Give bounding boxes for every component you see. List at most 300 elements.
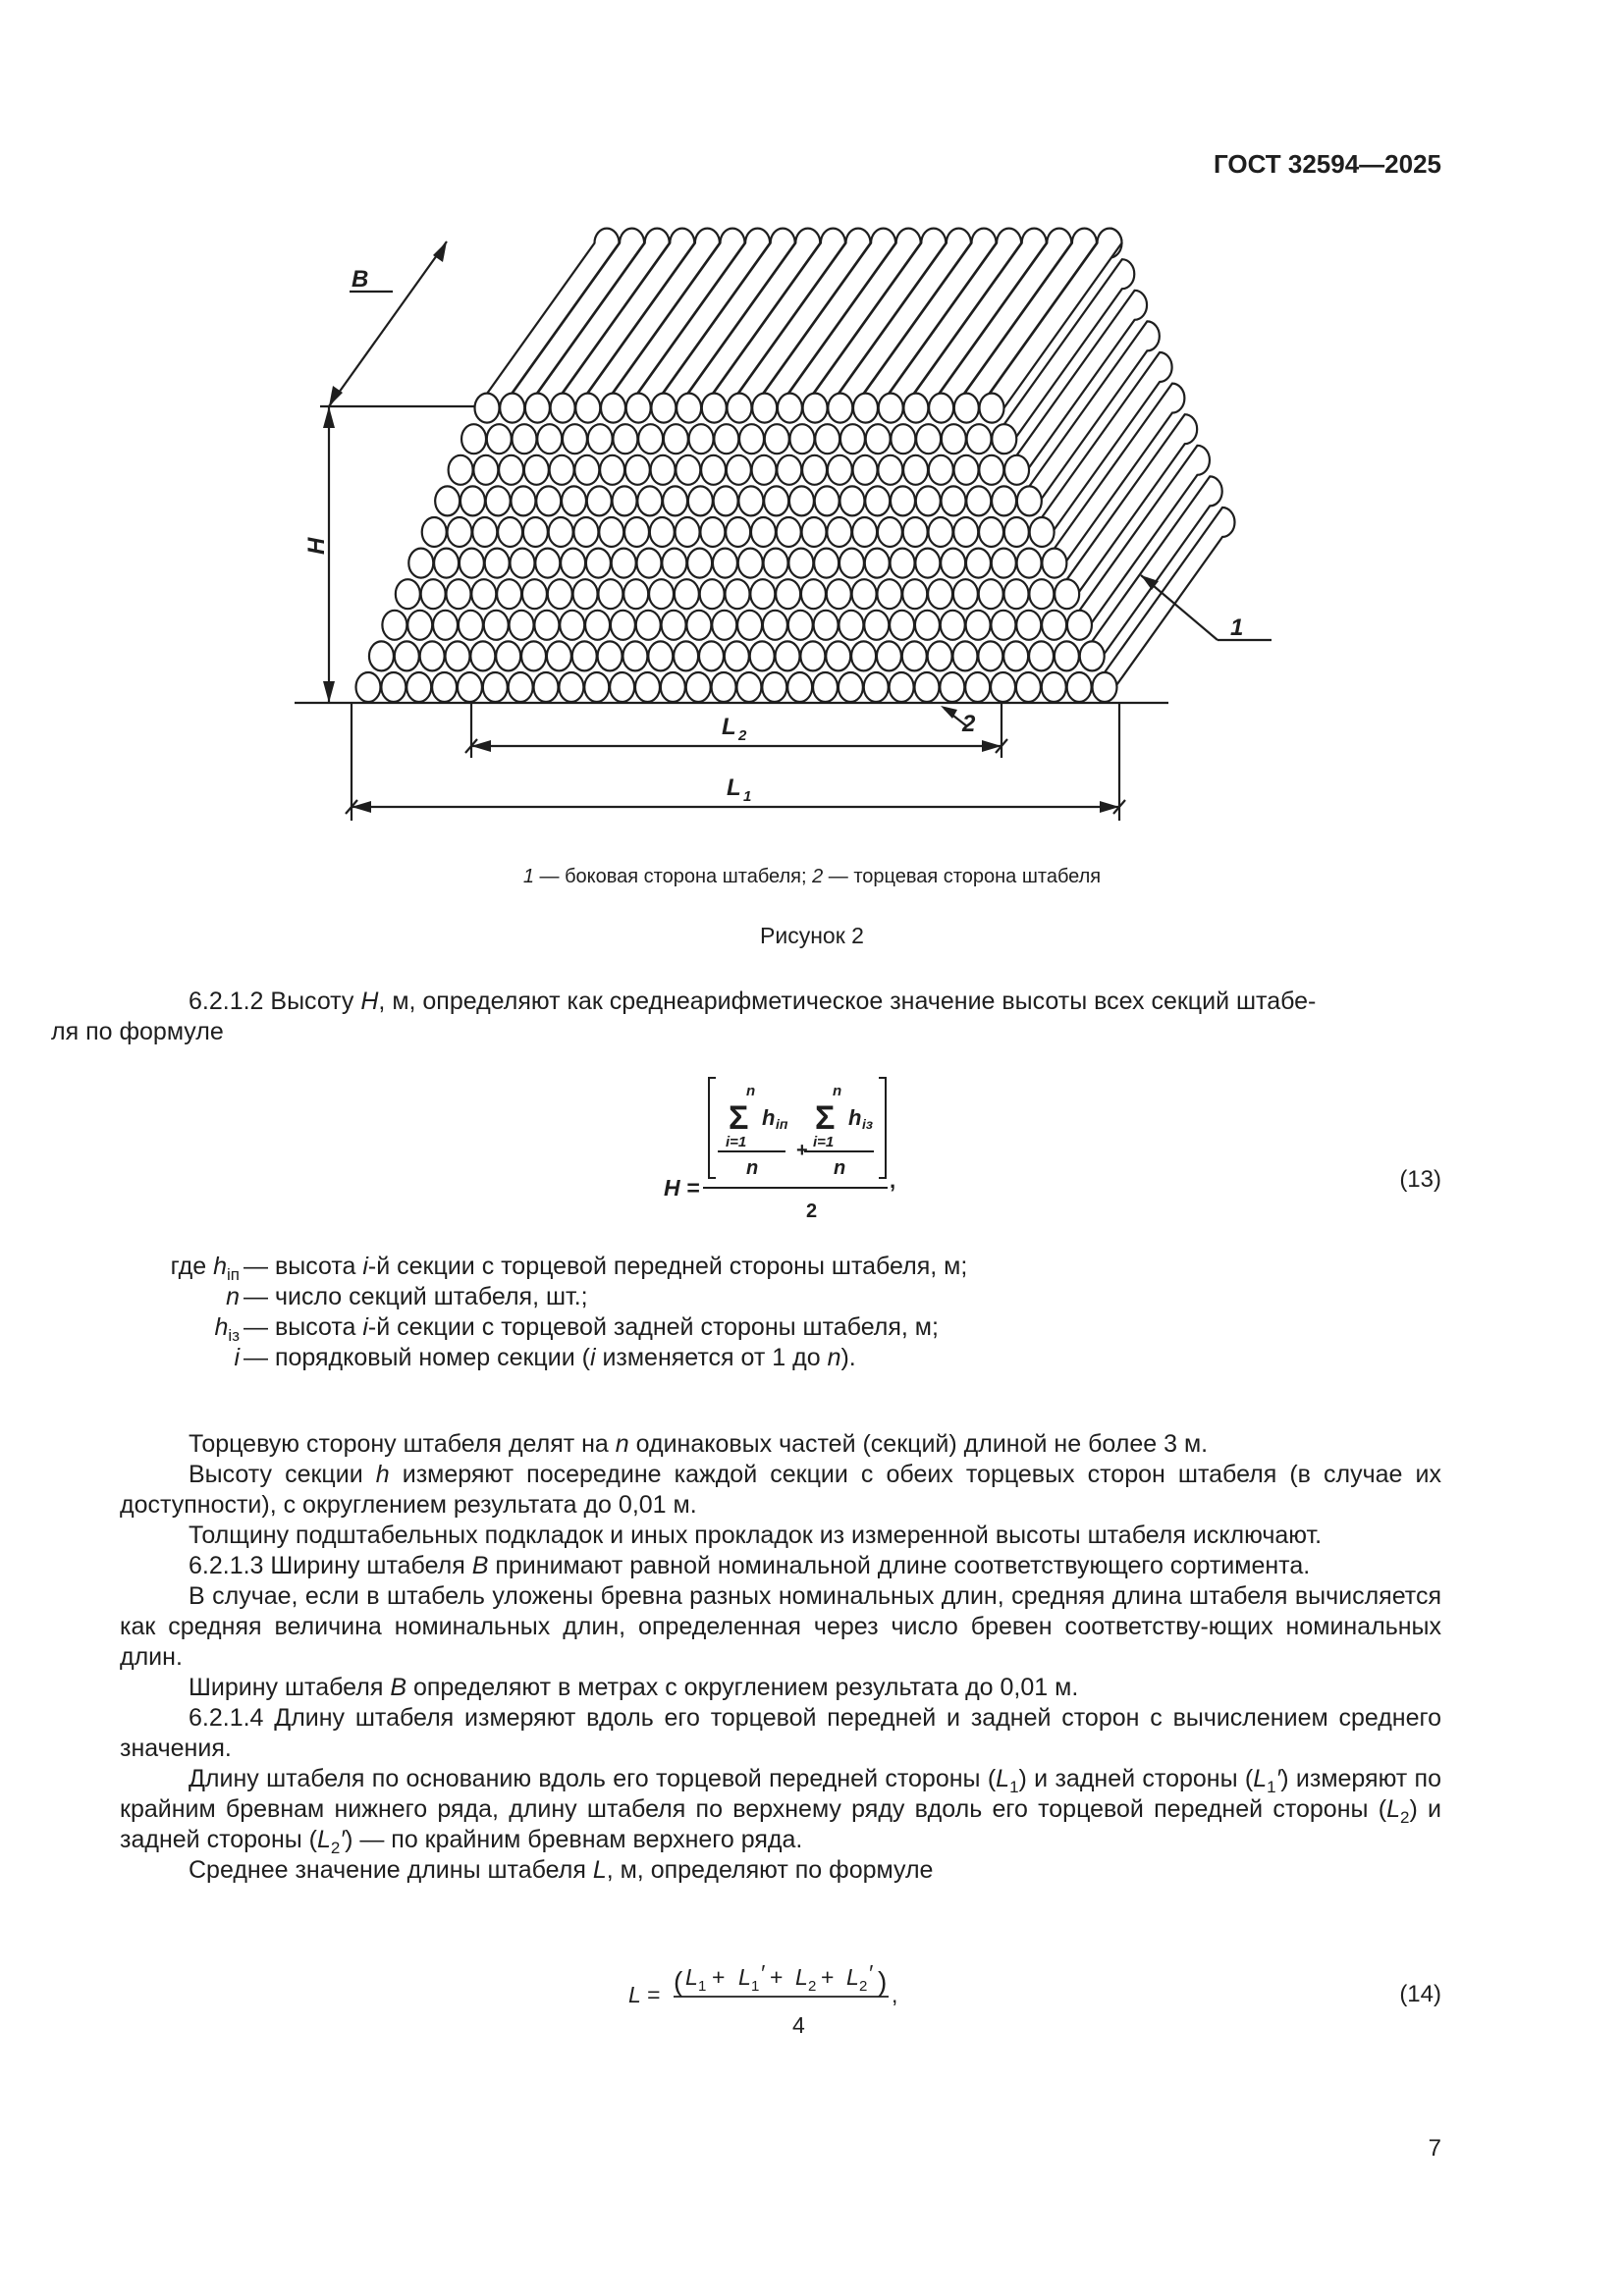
log-end (738, 486, 763, 515)
log-end (1004, 579, 1029, 609)
log-end (460, 486, 485, 515)
log-end (369, 641, 394, 670)
log-end (675, 579, 699, 609)
log-end (686, 672, 711, 702)
log-end (588, 424, 613, 454)
f13-n-top-2: n (833, 1083, 842, 1099)
log-end (788, 549, 813, 578)
log-end (1055, 641, 1079, 670)
f13-lhs: H = (664, 1175, 700, 1201)
log-end (613, 424, 637, 454)
f14-plus-2: + (770, 1964, 784, 1990)
log-end (991, 611, 1015, 640)
p6212-part4: ля по формуле (51, 1018, 224, 1045)
callout-2: 2 (962, 711, 976, 737)
paragraph-sections: Торцевую сторону штабеля делят на n одинаковых частей (секций) длиной не более 3 м. (189, 1430, 1209, 1458)
log-end (914, 672, 939, 702)
log-end (573, 517, 598, 547)
log-end (513, 424, 537, 454)
log-end (598, 641, 623, 670)
log-end (776, 641, 800, 670)
log-end (902, 579, 927, 609)
log-end (903, 394, 928, 423)
f14-L2p-prime: ′ (868, 1960, 873, 1986)
log-end (484, 611, 509, 640)
log-end (915, 549, 940, 578)
log-end (536, 486, 561, 515)
log-end (637, 549, 662, 578)
log-end (778, 394, 802, 423)
log-end (483, 672, 508, 702)
log-end (587, 486, 612, 515)
log-end (726, 517, 750, 547)
log-end (940, 672, 964, 702)
log-end (866, 424, 891, 454)
f14-den: 4 (792, 2012, 805, 2038)
log-end (878, 517, 902, 547)
log-stack-figure (295, 222, 1276, 840)
log-end (928, 641, 952, 670)
log-end (500, 394, 524, 423)
f13-i1-1: i=1 (726, 1134, 747, 1150)
equation-number-14: (14) (1399, 1981, 1441, 2007)
log-end (475, 394, 500, 423)
log-end (903, 517, 928, 547)
log-end (991, 672, 1015, 702)
log-end (839, 486, 864, 515)
log-end (422, 517, 447, 547)
log-end (903, 455, 928, 485)
log-end (638, 424, 663, 454)
log-end (548, 579, 572, 609)
log-end (890, 672, 914, 702)
f14-plus-1: + (712, 1964, 726, 1990)
def-symbol: $h_{iз}$ (214, 1313, 240, 1345)
log-end (1016, 611, 1041, 640)
def-symbol: n (226, 1283, 240, 1310)
log-end (739, 424, 764, 454)
log-end (688, 486, 713, 515)
log-end (1080, 641, 1105, 670)
log-end (510, 549, 534, 578)
log-end (966, 611, 991, 640)
log-end (449, 455, 473, 485)
f14-L1p-sub: 1 (751, 1978, 760, 1995)
log-end (802, 455, 827, 485)
log-end (598, 579, 623, 609)
log-end (487, 424, 512, 454)
log-end (651, 394, 676, 423)
log-end (953, 517, 978, 547)
log-end (537, 424, 562, 454)
log-end (853, 455, 878, 485)
f14-L1: L (685, 1964, 698, 1990)
log-end (852, 579, 877, 609)
log-end (509, 672, 533, 702)
def-symbol: где $h_{iп}$ (170, 1253, 240, 1284)
f13-sigma-2: Σ (815, 1099, 836, 1137)
log-end (625, 455, 650, 485)
log-end (551, 394, 575, 423)
log-end (878, 455, 902, 485)
log-end (752, 455, 777, 485)
log-end (942, 486, 966, 515)
log-end (498, 517, 522, 547)
log-end (891, 486, 915, 515)
log-end (623, 579, 648, 609)
equation-number-13: (13) (1399, 1166, 1441, 1193)
log-end (789, 424, 814, 454)
f14-plus-3: + (821, 1964, 835, 1990)
log-end (777, 517, 801, 547)
log-end (1093, 672, 1117, 702)
log-end (572, 641, 597, 670)
log-end (420, 641, 445, 670)
log-end (689, 424, 714, 454)
f13-i1-2: i=1 (813, 1134, 835, 1150)
f13-sub-p: iп (776, 1116, 788, 1132)
log-end (1067, 611, 1092, 640)
f14-L2p: L (846, 1964, 859, 1990)
paragraph-pads: Толщину подштабельных подкладок и иных прокладок из измеренной высоты штабеля исключают. (189, 1522, 1323, 1549)
log-end (902, 641, 927, 670)
caption-num-2: 2 (812, 866, 824, 887)
log-end (624, 517, 649, 547)
label-h: H (303, 537, 330, 555)
f14-L1p: L (738, 1964, 751, 1990)
label-l1-sub: 1 (743, 788, 752, 805)
log-end (648, 641, 673, 670)
log-end (433, 611, 458, 640)
log-end (396, 579, 420, 609)
log-end (1004, 517, 1029, 547)
f14-comma: , (892, 1982, 898, 2007)
log-end (1042, 549, 1066, 578)
log-end (497, 579, 521, 609)
log-end (499, 455, 523, 485)
log-end (992, 424, 1016, 454)
log-end (814, 611, 839, 640)
log-end (865, 549, 890, 578)
log-end (815, 486, 839, 515)
log-end (699, 641, 724, 670)
log-end (813, 672, 838, 702)
log-end (446, 579, 470, 609)
log-end (815, 424, 839, 454)
f13-n-top-1: n (746, 1083, 756, 1099)
log-end (486, 486, 511, 515)
log-end (827, 517, 851, 547)
log-end (485, 549, 510, 578)
log-end (737, 611, 762, 640)
log-end (839, 611, 863, 640)
log-end (928, 579, 952, 609)
page-number: 7 (1428, 2135, 1441, 2162)
log-end (522, 579, 547, 609)
log-end (534, 611, 559, 640)
log-end (496, 641, 520, 670)
log-end (800, 641, 825, 670)
log-end (470, 641, 495, 670)
log-end (549, 517, 573, 547)
log-end (573, 579, 598, 609)
log-end (599, 517, 623, 547)
log-end (865, 486, 890, 515)
callout-1: 1 (1230, 614, 1244, 641)
log-end (952, 641, 977, 670)
paragraph-section-height: Высоту секции h измеряют посередине каждой секции с обеих торцевых сторон штабеля (в случае их доступности), с округлением результата до 0,01 м. (120, 1461, 1441, 1519)
log-end (891, 549, 915, 578)
log-end (726, 579, 750, 609)
log-end (814, 549, 839, 578)
log-end (635, 672, 660, 702)
label-l1: L (727, 774, 741, 801)
log-end (852, 517, 877, 547)
log-end (662, 611, 686, 640)
log-end (525, 394, 550, 423)
log-end (916, 486, 941, 515)
log-end (677, 394, 701, 423)
paragraph-6213: 6.2.1.3 Ширину штабеля B принимают равной номинальной длине соответствующего сортимента. (189, 1552, 1311, 1579)
f13-h-2: h (848, 1105, 862, 1130)
log-end (574, 455, 599, 485)
f13-plus: + (796, 1140, 808, 1161)
log-end (789, 486, 814, 515)
log-end (382, 611, 406, 640)
log-end (700, 517, 725, 547)
log-end (663, 486, 687, 515)
log-end (561, 549, 585, 578)
log-end (840, 424, 865, 454)
log-end (877, 641, 901, 670)
log-end (649, 579, 674, 609)
log-end (407, 611, 432, 640)
log-end (664, 424, 688, 454)
log-end (406, 672, 431, 702)
log-end (714, 486, 738, 515)
f14-close: ) (878, 1966, 888, 1997)
paragraph-different-lengths: В случае, если в штабель уложены бревна разных номинальных длин, средняя длина штабеля вычисляется как средняя величина номинальных длин, определенная через число бревен соответству-ющих номинальных длин. (120, 1582, 1441, 1671)
log-end (471, 579, 496, 609)
f13-den: 2 (806, 1201, 818, 1222)
f13-comma: , (890, 1168, 896, 1193)
log-end (801, 579, 826, 609)
log-end (1004, 455, 1029, 485)
log-end (864, 611, 889, 640)
log-end (953, 579, 978, 609)
f13-n-den-2: n (834, 1157, 846, 1179)
log-end (965, 672, 990, 702)
p6212-part3: , м, определяют как среднеарифметическое значение высоты всех секций штабе- (378, 988, 1317, 1015)
log-end (877, 579, 901, 609)
log-end (853, 394, 878, 423)
log-end (966, 486, 991, 515)
log-end (826, 641, 850, 670)
log-end (966, 549, 991, 578)
f14-L2p-sub: 2 (859, 1978, 868, 1995)
f14-L2-sub: 2 (808, 1978, 817, 1995)
log-end (448, 517, 472, 547)
log-end (915, 611, 940, 640)
log-end (979, 517, 1003, 547)
log-end (776, 579, 800, 609)
log-end (435, 486, 460, 515)
log-end (510, 611, 534, 640)
log-end (600, 455, 624, 485)
def-text: — число секций штабеля, шт.; (244, 1283, 588, 1310)
log-end (676, 455, 700, 485)
log-end (651, 455, 676, 485)
log-end (1030, 517, 1055, 547)
log-end (713, 549, 737, 578)
f13-sub-z: iз (862, 1116, 874, 1132)
log-end (714, 424, 738, 454)
log-end (891, 424, 915, 454)
p6212-part2: H (360, 988, 379, 1015)
log-end (584, 672, 609, 702)
log-end (610, 672, 634, 702)
log-end (736, 672, 761, 702)
log-end (611, 611, 635, 640)
log-end (1017, 486, 1042, 515)
label-b: B (352, 266, 369, 293)
log-end (764, 486, 788, 515)
log-end (1029, 641, 1054, 670)
log-end (521, 641, 546, 670)
log-end (511, 486, 535, 515)
f14-L1-sub: 1 (698, 1978, 707, 1995)
log-end (728, 394, 752, 423)
log-end (702, 394, 727, 423)
log-end (967, 424, 992, 454)
log-end (954, 394, 979, 423)
log-end (460, 549, 484, 578)
caption-num-1: 1 (522, 866, 534, 887)
log-end (636, 611, 661, 640)
f14-L1p-prime: ′ (760, 1960, 765, 1986)
log-end (674, 641, 698, 670)
log-end (954, 455, 979, 485)
log-end (700, 579, 725, 609)
log-end (879, 394, 903, 423)
paragraph-length-measure: Длину штабеля по основанию вдоль его торцевой передней стороны $(L_1)$ и задней стороны $(L_1')$ измеряют по крайним бревнам нижнего ряда, длину штабеля по верхнему ряду вдоль его торцевой передней стороны $(L_2)$ и задней стороны $(L_2')$ — по крайним бревнам верхнего ряда. (120, 1765, 1441, 1857)
log-end (662, 549, 686, 578)
log-end (929, 455, 953, 485)
log-end (802, 517, 827, 547)
log-end (637, 486, 662, 515)
log-end (701, 455, 726, 485)
log-end (434, 549, 459, 578)
f14-open: ( (674, 1966, 683, 1997)
log-end (563, 424, 587, 454)
log-end (762, 672, 786, 702)
log-end (864, 672, 889, 702)
log-end (890, 611, 914, 640)
log-end (472, 517, 497, 547)
log-end (473, 455, 498, 485)
paragraph-6214: 6.2.1.4 Длину штабеля измеряют вдоль его торцевой передней и задней сторон с вычислением среднего значения. (120, 1704, 1441, 1762)
log-end (445, 641, 469, 670)
label-l2: L (722, 714, 736, 740)
log-end (928, 517, 952, 547)
log-end (1016, 672, 1041, 702)
log-end (787, 672, 812, 702)
log-end (559, 672, 583, 702)
log-end (712, 672, 736, 702)
f13-sigma-1: Σ (729, 1099, 749, 1137)
log-end (942, 424, 966, 454)
log-end (750, 579, 775, 609)
log-end (941, 611, 965, 640)
log-end (1029, 579, 1054, 609)
log-end (979, 579, 1003, 609)
log-end (686, 611, 711, 640)
log-end (827, 579, 851, 609)
formula-13 (648, 1065, 943, 1222)
log-end (661, 672, 685, 702)
log-end (992, 549, 1016, 578)
log-end (461, 424, 486, 454)
log-end (979, 455, 1003, 485)
log-end (978, 641, 1002, 670)
log-end (560, 611, 584, 640)
log-end (601, 394, 625, 423)
log-end (356, 672, 381, 702)
log-end (623, 641, 647, 670)
log-end (626, 394, 651, 423)
log-end (562, 486, 586, 515)
log-end (524, 455, 549, 485)
paragraph-6212 (51, 987, 1441, 1047)
log-end (851, 641, 876, 670)
def-text: — порядковый номер секции (i изменяется от 1 до n). (244, 1344, 856, 1371)
log-end (752, 394, 777, 423)
caption-text-1: — боковая сторона штабеля; (533, 866, 813, 887)
log-end (432, 672, 457, 702)
f14-L2: L (795, 1964, 808, 1990)
caption-text-2: — торцевая сторона штабеля (823, 866, 1102, 887)
log-end (408, 549, 433, 578)
log-end (929, 394, 953, 423)
paragraph-mean-length: Среднее значение длины штабеля L, м, определяют по формуле (189, 1856, 934, 1884)
log-end (585, 611, 610, 640)
label-l2-sub: 2 (738, 727, 747, 744)
f14-lhs: L = (628, 1982, 661, 2007)
log-end (712, 611, 736, 640)
log-end (777, 455, 801, 485)
formula-14 (619, 1953, 923, 2052)
log-end (763, 611, 787, 640)
log-end (1042, 611, 1066, 640)
log-end (839, 549, 864, 578)
log-end (751, 517, 776, 547)
f13-n-den-1: n (746, 1157, 759, 1179)
log-end (550, 455, 574, 485)
log-end (650, 517, 675, 547)
log-end (765, 424, 789, 454)
log-end (1042, 672, 1066, 702)
f13-h-1: h (762, 1105, 776, 1130)
log-end (941, 549, 965, 578)
log-end (612, 549, 636, 578)
log-end (1003, 641, 1028, 670)
log-end (547, 641, 571, 670)
document-code: ГОСТ 32594—2025 (1214, 149, 1441, 179)
log-end (839, 672, 863, 702)
log-end (764, 549, 788, 578)
log-end (788, 611, 813, 640)
log-end (687, 549, 712, 578)
